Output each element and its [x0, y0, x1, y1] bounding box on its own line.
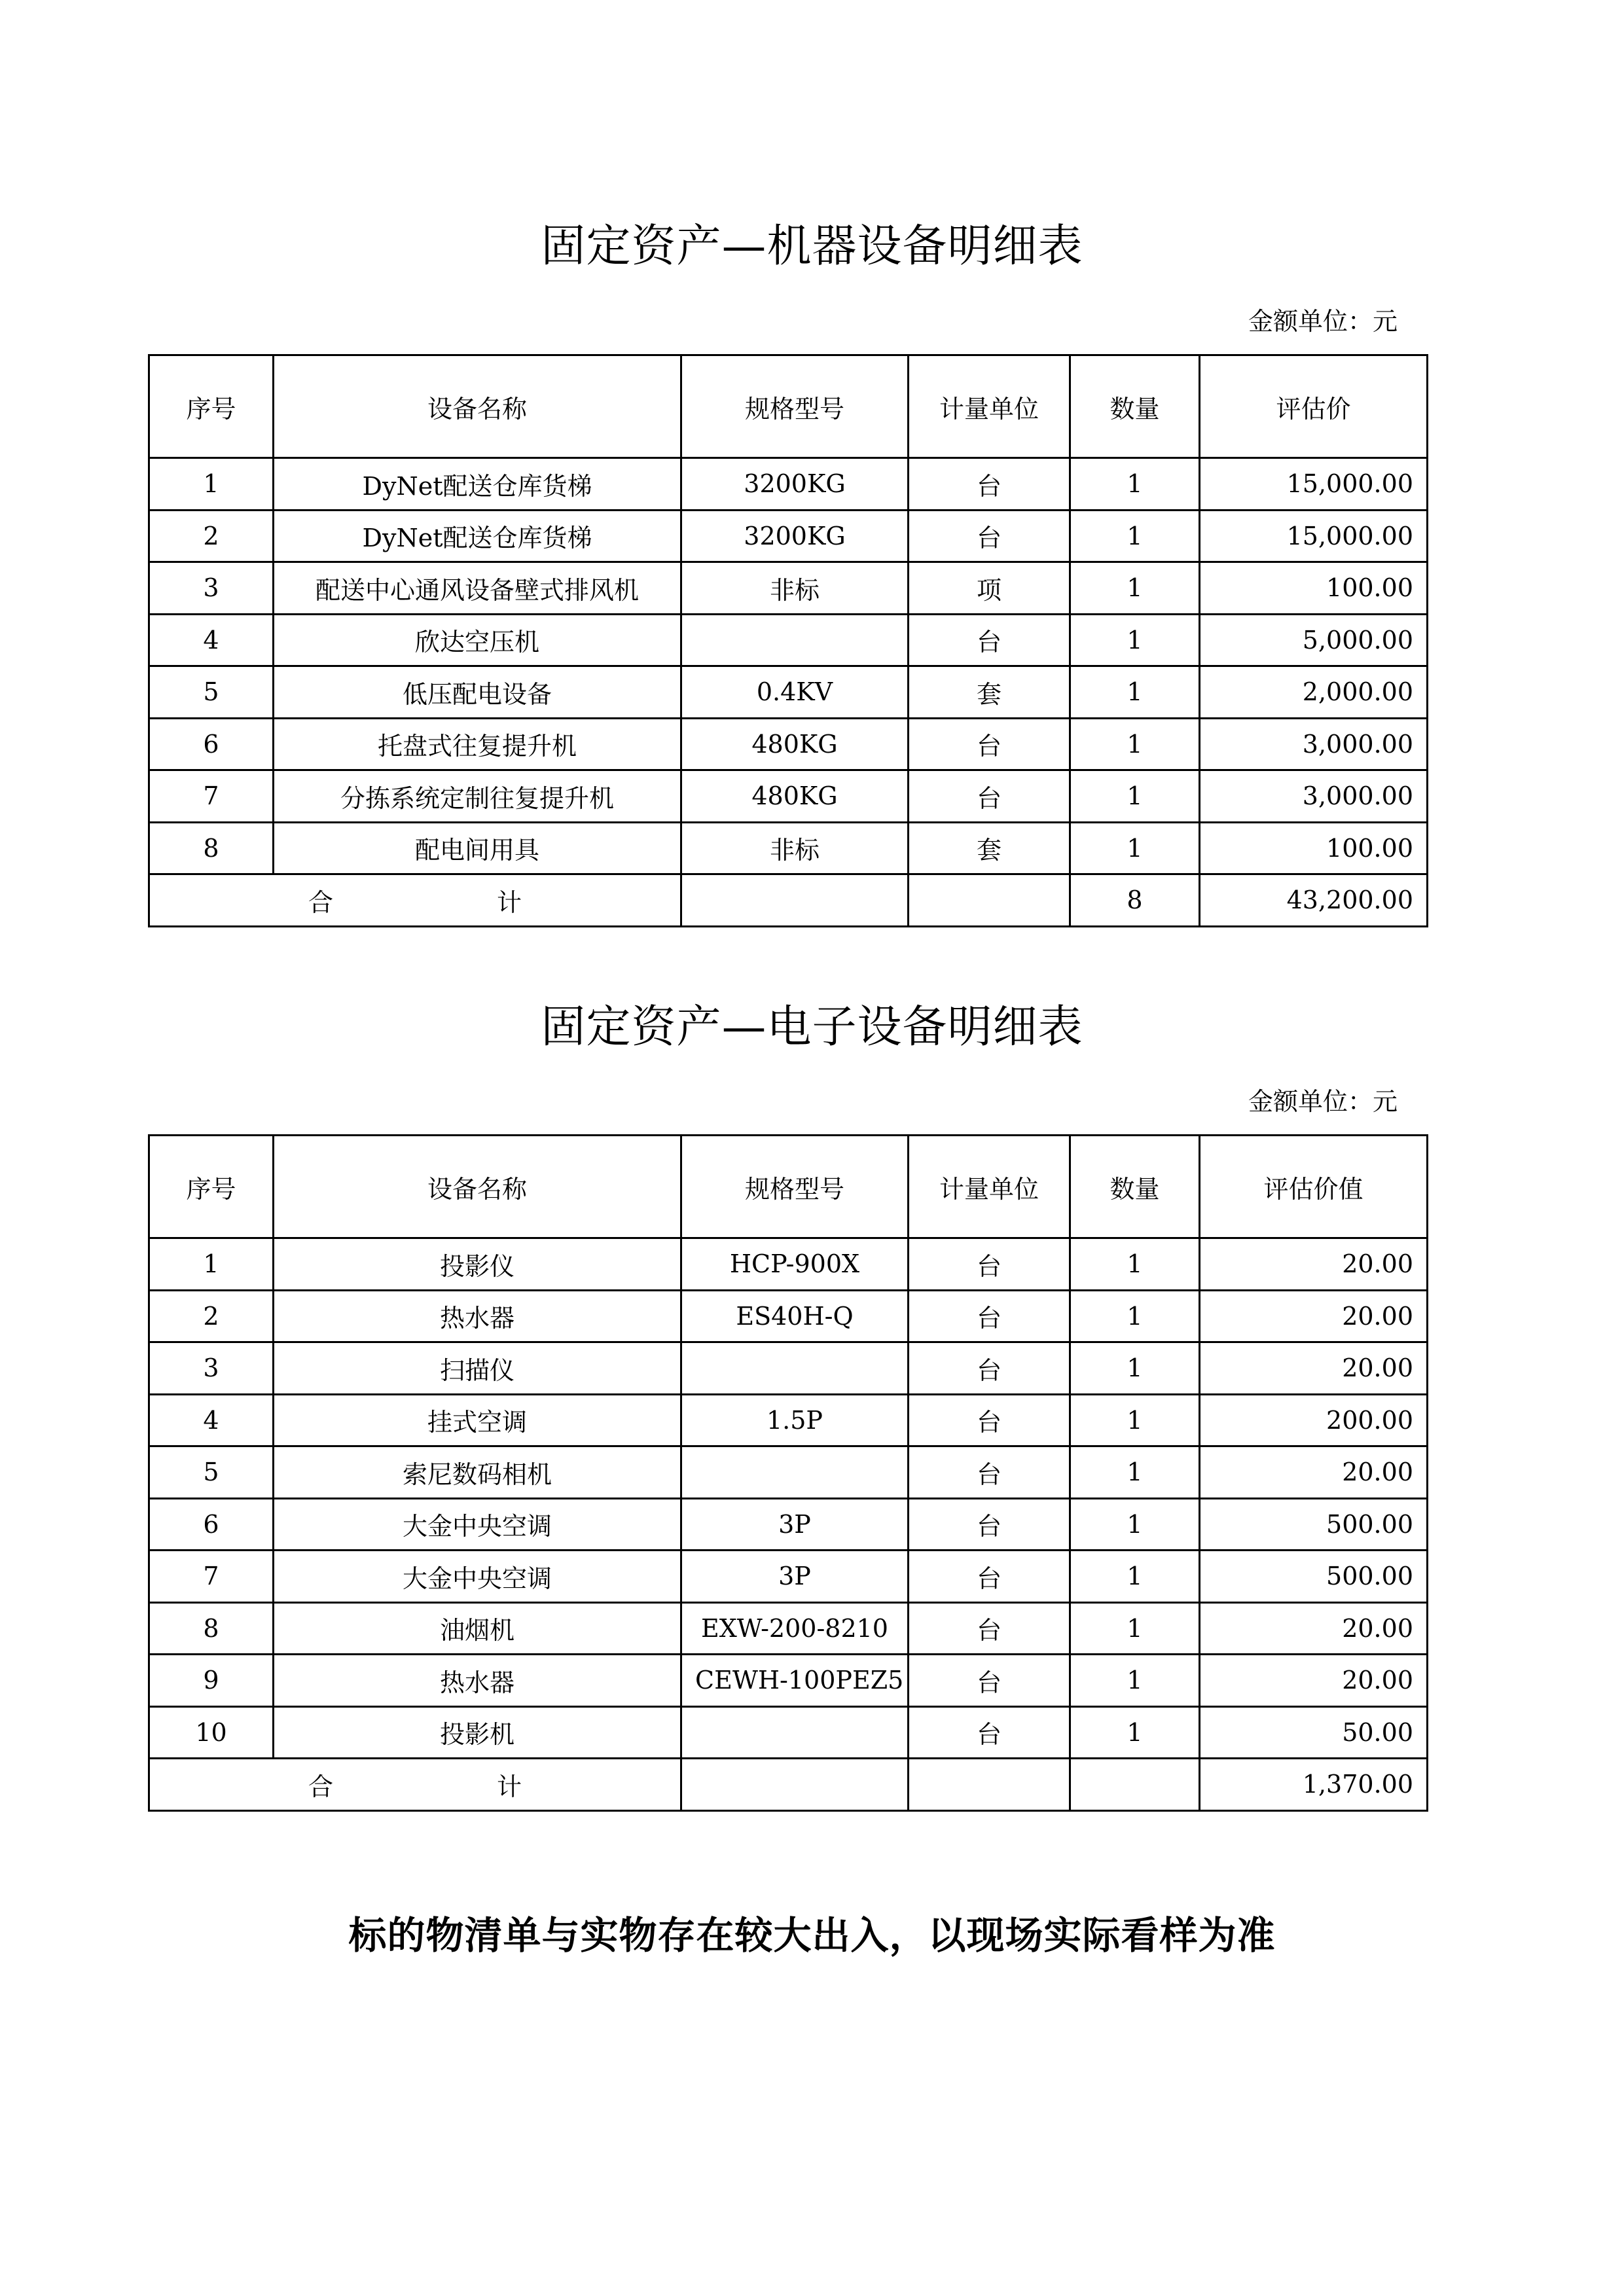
column-header: 计量单位 [909, 1136, 1070, 1238]
table-header-row [149, 1136, 1428, 1238]
total-row [149, 874, 1428, 927]
table-cell: 500.00 [1200, 1498, 1428, 1551]
column-header: 评估价值 [1200, 1136, 1428, 1238]
table-cell: 1.5P [681, 1394, 909, 1446]
table-row [149, 1394, 1428, 1446]
table-cell: 50.00 [1200, 1706, 1428, 1759]
column-header: 设备名称 [274, 1136, 681, 1238]
table-cell: 1 [1070, 666, 1200, 719]
table-cell: 托盘式往复提升机 [274, 718, 681, 770]
table-cell: DyNet配送仓库货梯 [274, 510, 681, 562]
column-header: 序号 [149, 1136, 274, 1238]
table-cell: 1 [1070, 770, 1200, 823]
table-cell: 20.00 [1200, 1290, 1428, 1342]
table-cell: 200.00 [1200, 1394, 1428, 1446]
table-cell: 1 [1070, 510, 1200, 562]
table-cell: 非标 [681, 562, 909, 615]
table-row [149, 1706, 1428, 1759]
table-cell: 100.00 [1200, 822, 1428, 874]
table-cell: 投影仪 [274, 1238, 681, 1291]
table-cell: 热水器 [274, 1655, 681, 1707]
table-cell: 台 [909, 1342, 1070, 1395]
table-cell: 热水器 [274, 1290, 681, 1342]
table-cell: 扫描仪 [274, 1342, 681, 1395]
table-cell: 100.00 [1200, 562, 1428, 615]
table-cell: DyNet配送仓库货梯 [274, 458, 681, 511]
table-cell: 20.00 [1200, 1238, 1428, 1291]
table-row [149, 1498, 1428, 1551]
column-header: 规格型号 [681, 355, 909, 458]
table-cell: 台 [909, 1394, 1070, 1446]
machine-table-title: 固定资产—机器设备明细表 [541, 221, 1083, 272]
table-cell: 配电间用具 [274, 822, 681, 874]
table-cell: 2,000.00 [1200, 666, 1428, 719]
table-cell: 3P [681, 1551, 909, 1603]
table-cell: 投影机 [274, 1706, 681, 1759]
table-cell: 大金中央空调 [274, 1498, 681, 1551]
table-row [149, 1238, 1428, 1291]
table-cell: 台 [909, 458, 1070, 511]
table-row [149, 614, 1428, 666]
table-cell: 低压配电设备 [274, 666, 681, 719]
table-cell: 1 [1070, 1342, 1200, 1395]
total-value: 43,200.00 [1200, 874, 1428, 927]
table-cell: 5 [149, 666, 274, 719]
table-row [149, 666, 1428, 719]
total-label [149, 1759, 681, 1811]
table-cell: 配送中心通风设备壁式排风机 [274, 562, 681, 615]
table-cell: 1 [1070, 458, 1200, 511]
table-cell: 索尼数码相机 [274, 1446, 681, 1499]
table-cell: 台 [909, 510, 1070, 562]
table-cell: HCP-900X [681, 1238, 909, 1291]
table-cell: 3,000.00 [1200, 718, 1428, 770]
total-label-he: 合 [308, 888, 333, 917]
table-row [149, 1342, 1428, 1395]
table-cell: 1 [1070, 822, 1200, 874]
electronic-table-body [149, 1136, 1428, 1811]
table-cell: 油烟机 [274, 1602, 681, 1655]
table-cell: 3 [149, 1342, 274, 1395]
column-header: 计量单位 [909, 355, 1070, 458]
column-header: 评估价 [1200, 355, 1428, 458]
table-cell: 非标 [681, 822, 909, 874]
table-cell: 台 [909, 1706, 1070, 1759]
table-cell: 台 [909, 1551, 1070, 1603]
electronic-unit-label: 金额单位：元 [1248, 1087, 1398, 1116]
table-cell: 1 [1070, 1551, 1200, 1603]
total-row [149, 1759, 1428, 1811]
electronic-table-title: 固定资产—电子设备明细表 [541, 1001, 1083, 1053]
table-cell: 台 [909, 1498, 1070, 1551]
table-cell [681, 1706, 909, 1759]
table-cell: 480KG [681, 770, 909, 823]
table-cell: 1 [1070, 1706, 1200, 1759]
table-cell: 1 [149, 1238, 274, 1291]
table-cell: 15,000.00 [1200, 458, 1428, 511]
table-cell: 2 [149, 510, 274, 562]
table-cell: 1 [1070, 1238, 1200, 1291]
table-cell: 1 [149, 458, 274, 511]
table-cell: ES40H-Q [681, 1290, 909, 1342]
total-quantity [1070, 1759, 1200, 1811]
table-cell: 台 [909, 1446, 1070, 1499]
table-cell: 15,000.00 [1200, 510, 1428, 562]
table-cell: 1 [1070, 1498, 1200, 1551]
table-row [149, 1290, 1428, 1342]
table-cell: 台 [909, 614, 1070, 666]
table-cell: 大金中央空调 [274, 1551, 681, 1603]
table-cell: 1 [1070, 718, 1200, 770]
table-cell: 6 [149, 1498, 274, 1551]
table-cell: CEWH-100PEZ5 [681, 1655, 909, 1707]
table-cell: 1 [1070, 614, 1200, 666]
table-cell: 项 [909, 562, 1070, 615]
table-cell: 台 [909, 1238, 1070, 1291]
table-cell: 欣达空压机 [274, 614, 681, 666]
table-cell: 套 [909, 666, 1070, 719]
machine-unit-label: 金额单位：元 [1248, 307, 1398, 336]
column-header: 规格型号 [681, 1136, 909, 1238]
column-header: 序号 [149, 355, 274, 458]
table-cell: 7 [149, 1551, 274, 1603]
table-cell: 3200KG [681, 458, 909, 511]
table-cell: 3 [149, 562, 274, 615]
table-cell: 1 [1070, 562, 1200, 615]
table-cell [681, 1342, 909, 1395]
table-row [149, 510, 1428, 562]
table-cell: 分拣系统定制往复提升机 [274, 770, 681, 823]
total-label-ji: 计 [497, 1772, 522, 1801]
table-row [149, 770, 1428, 823]
table-cell: 10 [149, 1706, 274, 1759]
table-cell: 3,000.00 [1200, 770, 1428, 823]
table-cell: 台 [909, 1602, 1070, 1655]
table-cell: 1 [1070, 1394, 1200, 1446]
total-label-he: 合 [308, 1772, 333, 1801]
total-empty-cell [909, 874, 1070, 927]
table-cell: 1 [1070, 1655, 1200, 1707]
table-cell: 4 [149, 1394, 274, 1446]
total-value: 1,370.00 [1200, 1759, 1428, 1811]
total-empty-cell [681, 1759, 909, 1811]
total-empty-cell [909, 1759, 1070, 1811]
table-cell: 20.00 [1200, 1602, 1428, 1655]
machine-equipment-table [148, 354, 1428, 927]
total-quantity: 8 [1070, 874, 1200, 927]
table-row [149, 562, 1428, 615]
machine-table-body [149, 355, 1428, 927]
total-empty-cell [681, 874, 909, 927]
table-cell: 20.00 [1200, 1342, 1428, 1395]
table-cell: 5,000.00 [1200, 614, 1428, 666]
table-cell: 1 [1070, 1602, 1200, 1655]
table-cell: 3200KG [681, 510, 909, 562]
table-cell: 1 [1070, 1446, 1200, 1499]
table-row [149, 822, 1428, 874]
table-row [149, 1602, 1428, 1655]
table-cell: 8 [149, 1602, 274, 1655]
table-cell: 500.00 [1200, 1551, 1428, 1603]
disclaimer-note: 标的物清单与实物存在较大出入，以现场实际看样为准 [348, 1913, 1276, 1958]
table-row [149, 1446, 1428, 1499]
table-header-row [149, 355, 1428, 458]
electronic-equipment-table [148, 1134, 1428, 1812]
column-header: 数量 [1070, 355, 1200, 458]
table-cell: 9 [149, 1655, 274, 1707]
table-cell [681, 1446, 909, 1499]
table-cell: 20.00 [1200, 1446, 1428, 1499]
table-cell: 挂式空调 [274, 1394, 681, 1446]
table-cell: 套 [909, 822, 1070, 874]
table-cell: 5 [149, 1446, 274, 1499]
table-cell: 8 [149, 822, 274, 874]
table-row [149, 1655, 1428, 1707]
table-cell: 0.4KV [681, 666, 909, 719]
table-cell: 20.00 [1200, 1655, 1428, 1707]
total-label [149, 874, 681, 927]
table-cell [681, 614, 909, 666]
table-cell: 台 [909, 770, 1070, 823]
table-cell: 台 [909, 718, 1070, 770]
table-cell: 7 [149, 770, 274, 823]
table-row [149, 458, 1428, 511]
table-cell: 6 [149, 718, 274, 770]
table-cell: 2 [149, 1290, 274, 1342]
column-header: 设备名称 [274, 355, 681, 458]
table-cell: 台 [909, 1655, 1070, 1707]
table-cell: 1 [1070, 1290, 1200, 1342]
total-label-ji: 计 [497, 888, 522, 917]
table-row [149, 718, 1428, 770]
table-cell: EXW-200-8210 [681, 1602, 909, 1655]
table-cell: 3P [681, 1498, 909, 1551]
column-header: 数量 [1070, 1136, 1200, 1238]
table-cell: 480KG [681, 718, 909, 770]
table-cell: 4 [149, 614, 274, 666]
table-row [149, 1551, 1428, 1603]
table-cell: 台 [909, 1290, 1070, 1342]
